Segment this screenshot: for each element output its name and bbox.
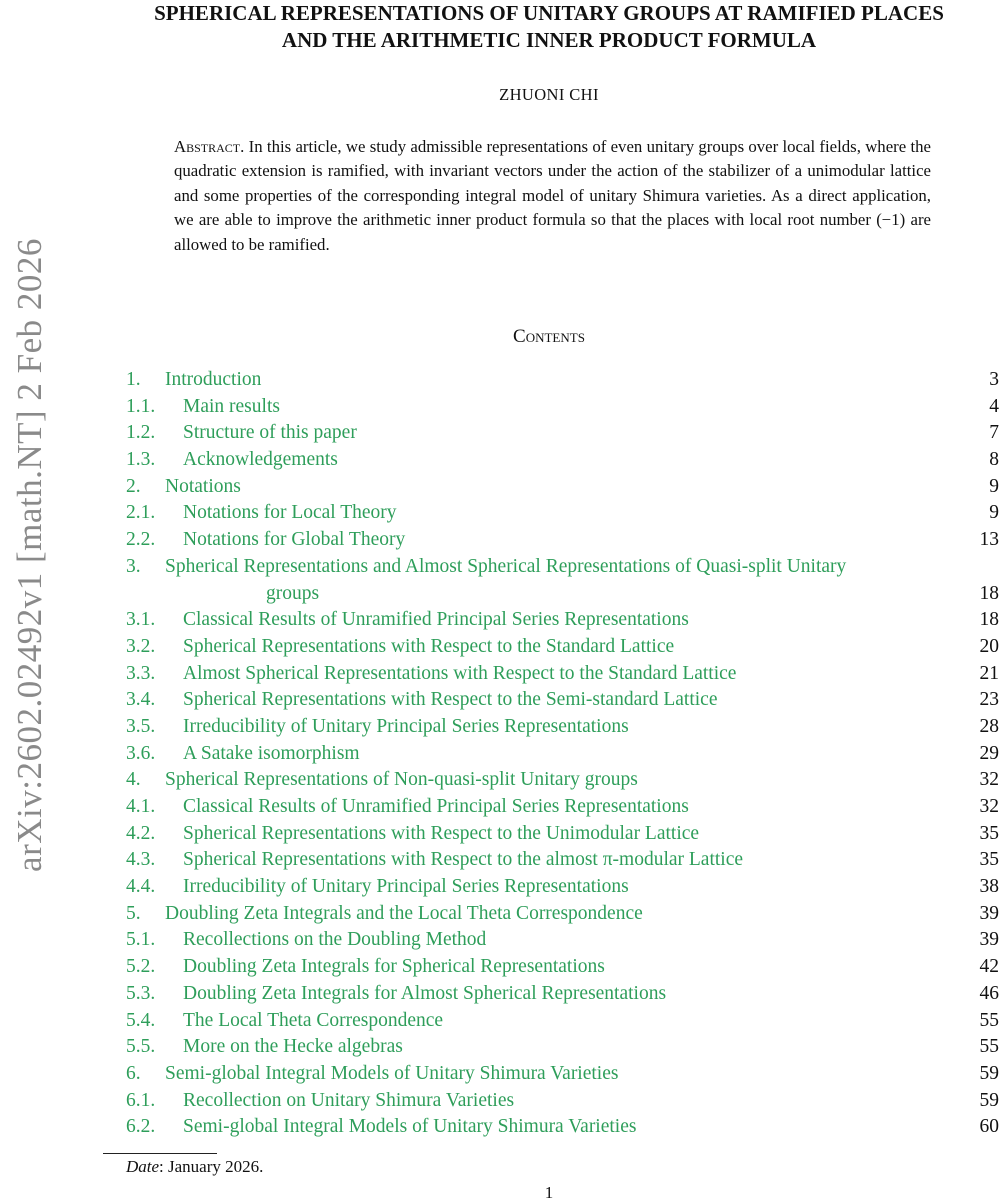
toc-entry[interactable] [126, 741, 999, 768]
toc-entry-title[interactable]: Irreducibility of Unitary Principal Series Representations [183, 876, 629, 897]
toc-entry-number[interactable]: 5.5. [126, 1034, 155, 1061]
toc-entry[interactable] [126, 607, 999, 634]
toc-entry-link[interactable] [183, 927, 486, 954]
toc-entry-number[interactable]: 5.2. [126, 954, 155, 981]
toc-entry-link[interactable] [183, 794, 689, 821]
author-name: ZHUONI CHI [100, 85, 998, 105]
toc-entry[interactable] [126, 794, 999, 821]
toc-entry-link[interactable] [183, 527, 405, 554]
toc-entry-number[interactable]: 2.1. [126, 500, 155, 527]
toc-entry-link[interactable] [183, 420, 357, 447]
toc-entry-page: 39 [980, 901, 999, 928]
toc-entry-title[interactable]: Spherical Representations with Respect to the almost π-modular Lattice [183, 849, 743, 870]
abstract [174, 135, 931, 257]
toc-entry-number[interactable]: 1.3. [126, 447, 155, 474]
toc-entry-number[interactable]: 5.4. [126, 1008, 155, 1035]
toc-entry-page: 29 [980, 741, 999, 768]
toc-entry-link[interactable] [183, 981, 666, 1008]
toc-entry-number[interactable]: 3. [126, 554, 141, 581]
toc-entry-title[interactable]: Recollections on the Doubling Method [183, 929, 486, 950]
toc-entry-number[interactable]: 4.1. [126, 794, 155, 821]
footnote [126, 1157, 263, 1177]
toc-entry-page: 8 [989, 447, 999, 474]
toc-entry[interactable] [126, 500, 999, 527]
toc-entry[interactable] [126, 821, 999, 848]
toc-entry-link[interactable] [183, 874, 629, 901]
toc-entry-link[interactable] [183, 500, 397, 527]
toc-entry[interactable] [126, 901, 999, 928]
toc-entry[interactable] [126, 981, 999, 1008]
toc-entry-page: 18 [980, 607, 999, 634]
toc-entry-number[interactable]: 1.1. [126, 394, 155, 421]
toc-entry-title[interactable]: Classical Results of Unramified Principal Series Representations [183, 796, 689, 817]
toc-entry-link[interactable] [165, 901, 643, 928]
toc-entry-title[interactable]: Notations [165, 476, 241, 497]
toc-entry-title[interactable]: Spherical Representations with Respect to the Standard Lattice [183, 636, 674, 657]
toc-entry-number[interactable]: 3.1. [126, 607, 155, 634]
toc-entry-link[interactable] [183, 1088, 514, 1115]
toc-entry-title[interactable]: More on the Hecke algebras [183, 1036, 403, 1057]
toc-entry-number[interactable]: 3.3. [126, 661, 155, 688]
toc-entry-link[interactable] [183, 821, 699, 848]
toc-entry[interactable] [126, 767, 999, 794]
toc-entry[interactable] [126, 687, 999, 714]
toc-entry-link[interactable] [183, 1034, 403, 1061]
toc-entry-number[interactable]: 6. [126, 1061, 141, 1088]
toc-entry[interactable] [126, 954, 999, 981]
toc-entry-link[interactable] [183, 661, 736, 688]
toc-entry[interactable] [126, 1034, 999, 1061]
toc-entry-link[interactable] [183, 447, 338, 474]
toc-entry[interactable] [126, 420, 999, 447]
toc-entry-link[interactable] [183, 1114, 636, 1141]
toc-entry-number[interactable]: 5.1. [126, 927, 155, 954]
toc-entry-page: 32 [980, 767, 999, 794]
toc-entry-number[interactable]: 3.6. [126, 741, 155, 768]
toc-entry-page: 38 [980, 874, 999, 901]
toc-entry-page: 35 [980, 821, 999, 848]
toc-entry-number[interactable]: 4. [126, 767, 141, 794]
toc-entry-title[interactable]: Recollection on Unitary Shimura Varieties [183, 1090, 514, 1111]
toc-entry-page: 59 [980, 1061, 999, 1088]
toc-entry[interactable] [126, 714, 999, 741]
title-line-2: AND THE ARITHMETIC INNER PRODUCT FORMULA [100, 27, 998, 54]
toc-entry-number[interactable]: 6.2. [126, 1114, 155, 1141]
toc-entry-number[interactable]: 5.3. [126, 981, 155, 1008]
toc-entry-title[interactable]: Classical Results of Unramified Principal Series Representations [183, 609, 689, 630]
toc-entry-page: 23 [980, 687, 999, 714]
toc-entry-title[interactable]: Spherical Representations of Non-quasi-split Unitary groups [165, 769, 638, 790]
paper-title [100, 0, 998, 54]
toc-entry[interactable] [126, 474, 999, 501]
toc-entry-page: 13 [980, 527, 999, 554]
toc-entry-title[interactable]: Semi-global Integral Models of Unitary Shimura Varieties [165, 1063, 618, 1084]
toc-entry-link[interactable] [183, 741, 360, 768]
toc-entry-title[interactable]: The Local Theta Correspondence [183, 1010, 443, 1031]
toc-entry[interactable] [126, 927, 999, 954]
title-line-1: SPHERICAL REPRESENTATIONS OF UNITARY GROUPS AT RAMIFIED PLACES [100, 0, 998, 27]
toc-entry-number[interactable]: 4.3. [126, 847, 155, 874]
toc-entry-title[interactable]: Semi-global Integral Models of Unitary Shimura Varieties [183, 1116, 636, 1137]
toc-entry-title[interactable]: Spherical Representations with Respect to the Unimodular Lattice [183, 823, 699, 844]
toc-entry-link[interactable] [183, 1008, 443, 1035]
toc-entry-link[interactable] [165, 767, 638, 794]
toc-entry-number[interactable]: 2. [126, 474, 141, 501]
toc-entry[interactable] [126, 367, 999, 394]
toc-entry-page: 42 [980, 954, 999, 981]
toc-entry-link[interactable] [183, 607, 689, 634]
toc-entry[interactable] [126, 1008, 999, 1035]
toc-entry-link[interactable] [183, 847, 743, 874]
abstract-text: In this article, we study admissible representations of even unitary groups over local fields, where the quadratic extension is ramified, with invariant vectors under the action of the stabilizer of a unimodular lattice and some properties of the corresponding integral model of unitary Shimura varieties. As a direct application, we are able to improve the arithmetic inner product formula so that the places with local root number (−1) are allowed to be ramified. [174, 137, 931, 254]
toc-entry-number[interactable]: 3.5. [126, 714, 155, 741]
toc-entry-number[interactable]: 2.2. [126, 527, 155, 554]
toc-entry-link[interactable] [165, 1061, 618, 1088]
page-number: 1 [100, 1183, 998, 1203]
toc-entry-title[interactable]: Structure of this paper [183, 422, 357, 443]
toc-entry[interactable] [126, 661, 999, 688]
toc-entry[interactable] [126, 874, 999, 901]
toc-entry-page: 20 [980, 634, 999, 661]
toc-entry-link[interactable] [165, 474, 241, 501]
toc-entry-title-continued[interactable]: groups [165, 581, 965, 608]
toc-entry-number[interactable]: 4.4. [126, 874, 155, 901]
toc-entry-number[interactable]: 1.2. [126, 420, 155, 447]
footnote-text: : January 2026. [159, 1157, 263, 1176]
toc-entry-title[interactable]: Notations for Local Theory [183, 502, 397, 523]
toc-entry-title[interactable]: Spherical Representations with Respect to the Semi-standard Lattice [183, 689, 717, 710]
toc-entry-title[interactable]: Main results [183, 396, 280, 417]
footnote-label: Date [126, 1157, 159, 1176]
toc-entry[interactable] [126, 634, 999, 661]
contents-heading: Contents [100, 326, 998, 348]
toc-entry-page: 28 [980, 714, 999, 741]
toc-entry-title[interactable]: Doubling Zeta Integrals for Almost Spherical Representations [183, 983, 666, 1004]
toc-entry[interactable] [126, 1114, 999, 1141]
toc-entry-page: 21 [980, 661, 999, 688]
toc-entry-page: 39 [980, 927, 999, 954]
toc-entry-title[interactable]: Notations for Global Theory [183, 529, 405, 550]
toc-entry-page: 46 [980, 981, 999, 1008]
toc-entry-page: 32 [980, 794, 999, 821]
toc-entry-title[interactable]: Doubling Zeta Integrals and the Local Theta Correspondence [165, 903, 643, 924]
arxiv-identifier: arXiv:2602.02492v1 [math.NT] 2 Feb 2026 [10, 238, 50, 872]
toc-entry-number[interactable]: 3.4. [126, 687, 155, 714]
toc-entry-number[interactable]: 4.2. [126, 821, 155, 848]
toc-entry-number[interactable]: 1. [126, 367, 141, 394]
toc-entry-page: 55 [980, 1008, 999, 1035]
toc-entry-title[interactable]: Acknowledgements [183, 449, 338, 470]
toc-entry-page: 3 [989, 367, 999, 394]
toc-entry-title[interactable]: Irreducibility of Unitary Principal Series Representations [183, 716, 629, 737]
toc-entry-link[interactable] [165, 554, 965, 607]
toc-entry-link[interactable] [183, 394, 280, 421]
toc-entry-title[interactable]: Introduction [165, 369, 261, 390]
toc-entry[interactable] [126, 1061, 999, 1088]
toc-entry[interactable] [126, 394, 999, 421]
toc-entry-page: 4 [989, 394, 999, 421]
toc-entry-title[interactable]: Spherical Representations and Almost Spherical Representations of Quasi-split Unitary [165, 556, 846, 577]
toc-entry[interactable] [126, 847, 999, 874]
toc-entry-page: 59 [980, 1088, 999, 1115]
toc-entry-page: 18 [980, 581, 999, 608]
toc-entry-page: 9 [989, 500, 999, 527]
toc-entry-number[interactable]: 3.2. [126, 634, 155, 661]
toc-entry-number[interactable]: 6.1. [126, 1088, 155, 1115]
toc-entry-number[interactable]: 5. [126, 901, 141, 928]
toc-entry-link[interactable] [183, 687, 717, 714]
toc-entry[interactable] [126, 554, 999, 607]
toc-entry-link[interactable] [183, 954, 605, 981]
toc-entry-link[interactable] [165, 367, 261, 394]
toc-entry[interactable] [126, 527, 999, 554]
arxiv-sidebar [0, 0, 60, 1200]
toc-entry-page: 35 [980, 847, 999, 874]
toc-entry-page: 60 [980, 1114, 999, 1141]
toc-entry-title[interactable]: A Satake isomorphism [183, 743, 360, 764]
toc-entry-link[interactable] [183, 714, 629, 741]
abstract-label: Abstract. [174, 137, 244, 156]
footnote-divider [103, 1153, 217, 1154]
toc-entry-title[interactable]: Doubling Zeta Integrals for Spherical Representations [183, 956, 605, 977]
toc-entry-page: 55 [980, 1034, 999, 1061]
toc-entry[interactable] [126, 447, 999, 474]
toc-entry-link[interactable] [183, 634, 674, 661]
toc-entry-title[interactable]: Almost Spherical Representations with Respect to the Standard Lattice [183, 663, 736, 684]
toc-entry-page: 9 [989, 474, 999, 501]
toc-entry-page: 7 [989, 420, 999, 447]
toc-entry[interactable] [126, 1088, 999, 1115]
table-of-contents [126, 367, 999, 1141]
